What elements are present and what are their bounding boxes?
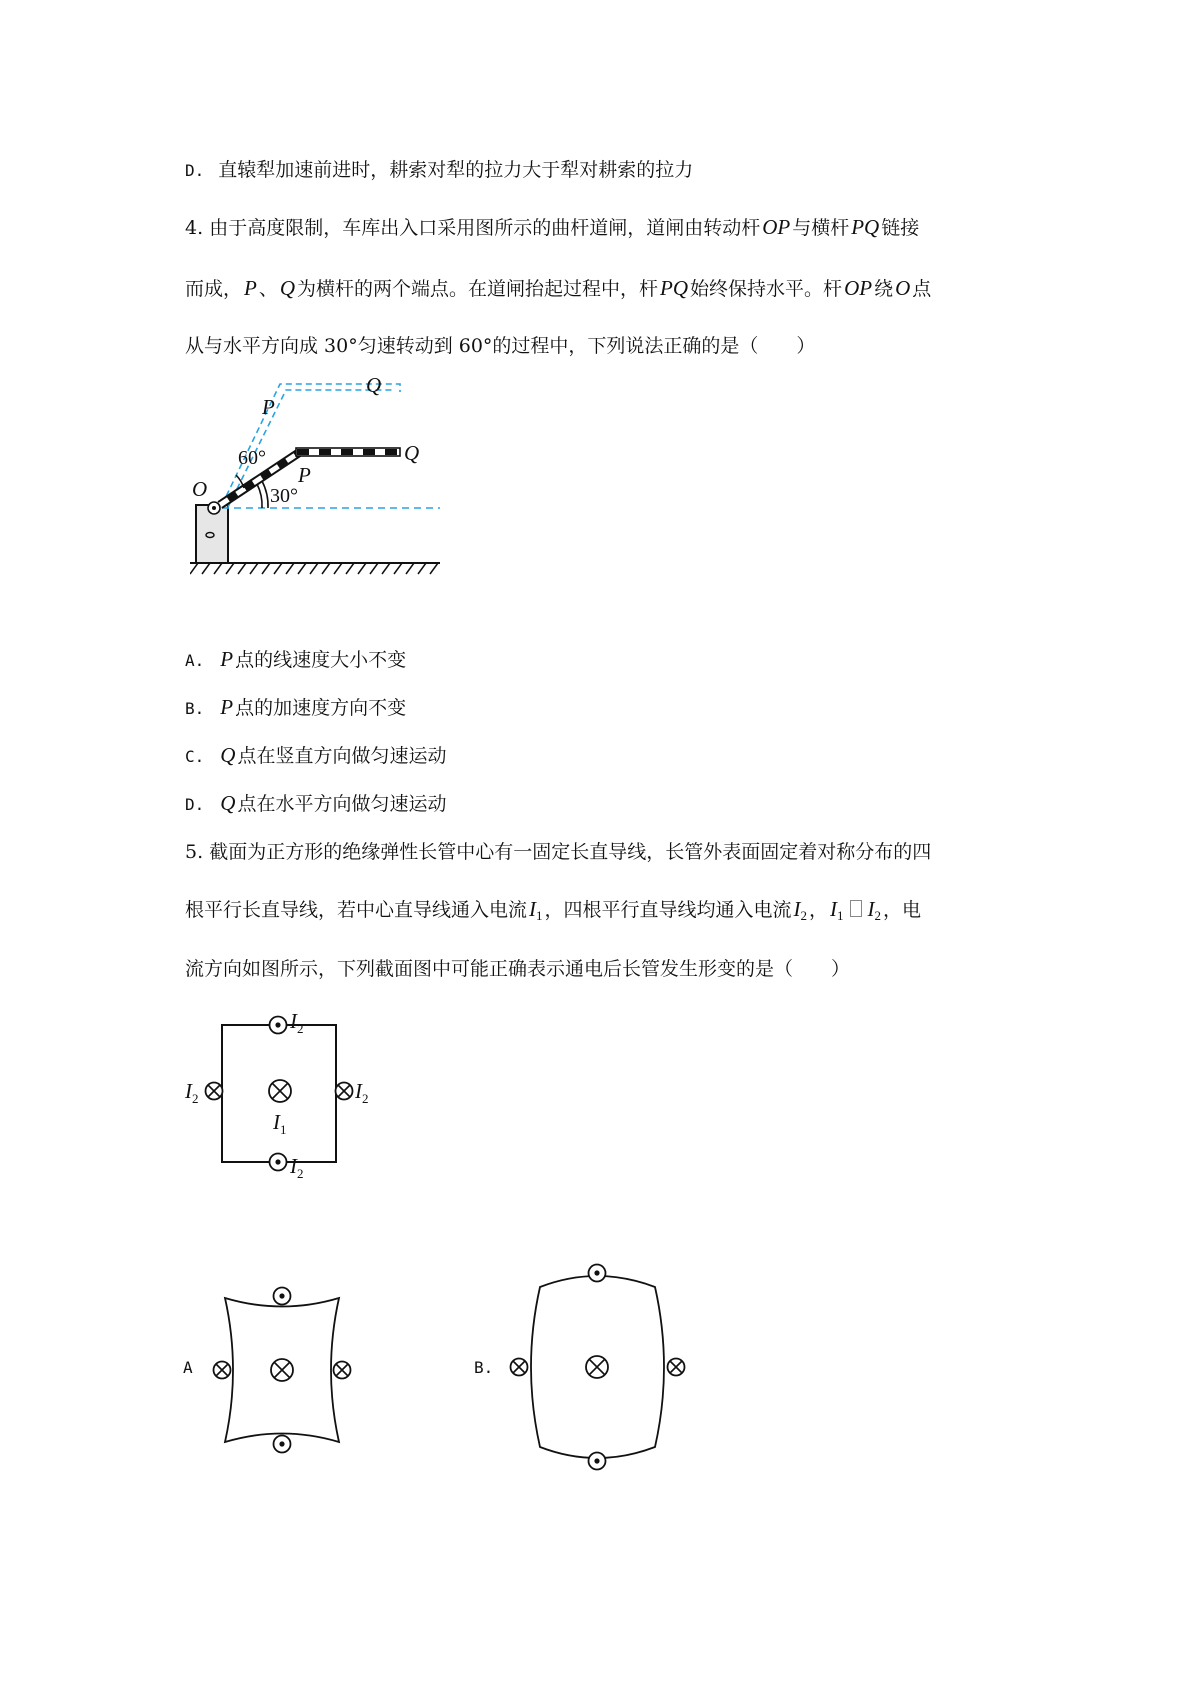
label-p: P bbox=[298, 463, 311, 487]
option-letter: D. bbox=[185, 795, 205, 814]
q5-stem-line-2 bbox=[185, 897, 921, 928]
label-angle-30: 30° bbox=[270, 485, 298, 507]
q4-text: 、 bbox=[258, 278, 278, 300]
missing-glyph bbox=[850, 900, 862, 917]
var-op: OP bbox=[762, 215, 791, 239]
q5-text: ，四根平行直导线均通入电流 bbox=[544, 899, 792, 921]
q5-stem-line-1 bbox=[185, 840, 931, 864]
q4-text: 绕 bbox=[874, 278, 894, 300]
q5-option-a-letter bbox=[183, 1356, 193, 1380]
option-var: Q bbox=[220, 743, 236, 767]
q5-stem-line-3 bbox=[185, 957, 850, 981]
option-var: P bbox=[220, 695, 234, 719]
option-var: P bbox=[220, 647, 234, 671]
q5-text: 截面为正方形的绝缘弹性长管中心有一固定长直导线，长管外表面固定着对称分布的四 bbox=[209, 841, 932, 863]
q4-text: 由于高度限制，车库出入口采用图所示的曲杆道闸，道闸由转动杆 bbox=[209, 217, 761, 239]
q4-text: 而成， bbox=[185, 278, 243, 300]
var-pq: PQ bbox=[851, 215, 880, 239]
option-letter: B. bbox=[185, 699, 205, 718]
q4-text: 链接 bbox=[881, 217, 920, 239]
q4-text: 从与水平方向成 30°匀速转动到 60°的过程中，下列说法正确的是（ ） bbox=[185, 335, 816, 357]
var-q: Q bbox=[279, 276, 296, 300]
barrier-gate-figure bbox=[190, 378, 450, 578]
q4-text: 始终保持水平。杆 bbox=[690, 278, 843, 300]
q3-option-d bbox=[185, 158, 693, 183]
var-i2: $I_2$ bbox=[867, 897, 882, 923]
option-letter: D. bbox=[185, 161, 205, 180]
option-text: 点在水平方向做匀速运动 bbox=[237, 793, 447, 815]
q5-text: ， bbox=[809, 899, 829, 921]
q4-option-b bbox=[185, 695, 406, 721]
var-p: P bbox=[244, 276, 257, 300]
label-q-raised: Q bbox=[366, 378, 382, 397]
q5-text: 流方向如图所示，下列截面图中可能正确表示通电后长管发生形变的是（ ） bbox=[185, 958, 851, 980]
label-p-raised: P bbox=[262, 395, 275, 419]
q4-text: 为横杆的两个端点。在道闸抬起过程中，杆 bbox=[297, 278, 659, 300]
label-angle-60: 60° bbox=[238, 447, 266, 469]
var-pq: PQ bbox=[660, 276, 689, 300]
q4-stem-line-3 bbox=[185, 334, 815, 358]
label-i2-left: $I_2$ bbox=[185, 1079, 199, 1106]
tube-cross-section-figure bbox=[180, 995, 380, 1195]
q4-stem-line-1 bbox=[185, 215, 919, 240]
q5-text: ，电 bbox=[883, 899, 922, 921]
q4-text: 点 bbox=[912, 278, 932, 300]
q5-option-b-letter bbox=[474, 1356, 493, 1380]
option-letter: B. bbox=[474, 1358, 494, 1377]
option-a-figure bbox=[205, 1270, 360, 1470]
label-i1-center: $I_1$ bbox=[273, 1110, 287, 1137]
ground-hatching bbox=[190, 563, 438, 574]
option-var: Q bbox=[220, 791, 236, 815]
option-text: 直辕犁加速前进时，耕索对犁的拉力大于犁对耕索的拉力 bbox=[218, 159, 694, 181]
question-number: 4. bbox=[185, 217, 204, 239]
var-i1: $I_1$ bbox=[529, 897, 543, 923]
q5-text: 根平行长直导线，若中心直导线通入电流 bbox=[185, 899, 528, 921]
option-text: 点的线速度大小不变 bbox=[235, 649, 407, 671]
q4-option-a bbox=[185, 647, 406, 673]
option-text: 点的加速度方向不变 bbox=[235, 697, 407, 719]
label-i2-top: $I_2$ bbox=[290, 1009, 304, 1036]
option-letter: C. bbox=[185, 747, 205, 766]
question-number: 5. bbox=[185, 841, 204, 863]
q4-text: 与横杆 bbox=[792, 217, 850, 239]
q4-stem-line-2 bbox=[185, 276, 931, 301]
q4-option-d bbox=[185, 791, 446, 817]
angle-30-arc bbox=[257, 484, 262, 508]
label-i2-bottom: $I_2$ bbox=[290, 1154, 304, 1181]
var-i2: $I_2$ bbox=[793, 897, 808, 923]
rod-pq bbox=[296, 448, 400, 456]
var-i1: $I_1$ bbox=[830, 897, 844, 923]
option-letter: A bbox=[183, 1358, 193, 1377]
label-o: O bbox=[192, 477, 208, 501]
var-o: O bbox=[895, 276, 911, 300]
label-i2-right: $I_2$ bbox=[355, 1079, 369, 1106]
option-text: 点在竖直方向做匀速运动 bbox=[237, 745, 447, 767]
q4-option-c bbox=[185, 743, 446, 769]
option-b-figure bbox=[505, 1255, 695, 1480]
var-op: OP bbox=[844, 276, 873, 300]
label-q: Q bbox=[404, 441, 420, 465]
option-letter: A. bbox=[185, 651, 205, 670]
